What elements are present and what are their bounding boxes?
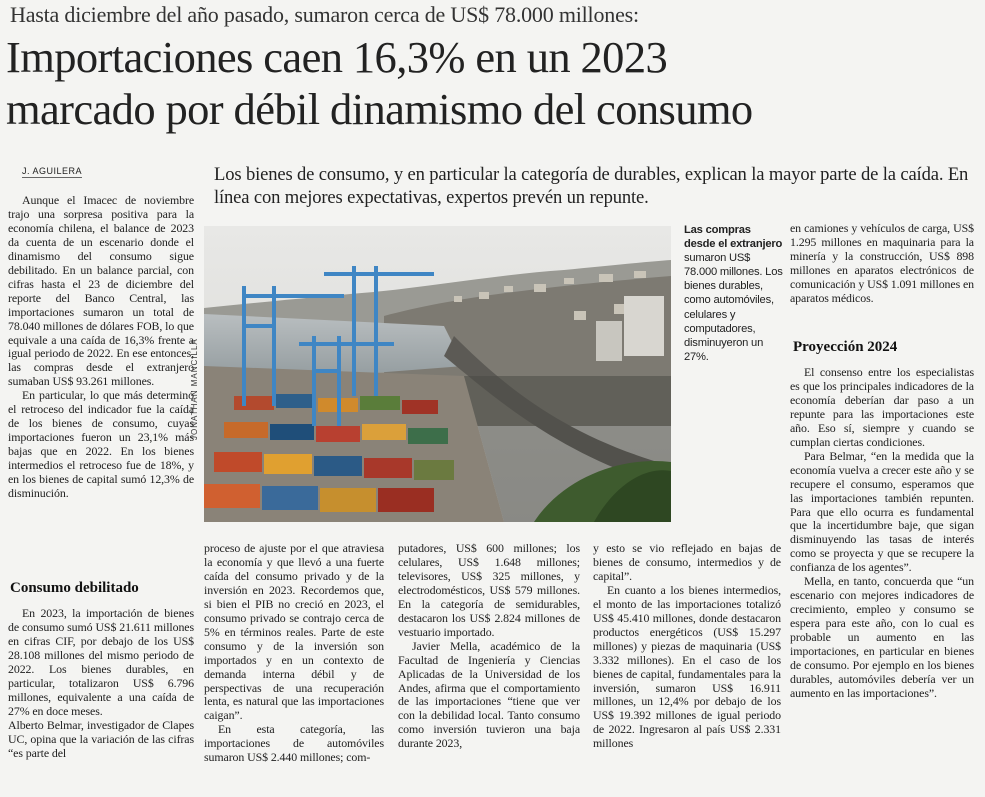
paragraph: y esto se vio reflejado en bajas de bienes de consumo, intermedios y de capital”. <box>593 541 781 583</box>
paragraph: Mella, en tanto, concuerda que “un escenario con mejores indicadores de crecimiento, empleo y consumo se espera para este año, con lo cual es probable un aumento en las importaciones, en particular en bienes de consumo. Por ejemplo en los bienes durables, automóviles debería ver un aumento en las importaciones”. <box>790 574 974 700</box>
column-4 <box>593 542 781 751</box>
paragraph: Para Belmar, “en la medida que la economía vuelva a crecer este año y se recupere el consumo, esperamos que las importaciones también repunten. Para que ello ocurra es fundamental que la incertidumbre baje, que sigan disminuyendo las tasas de interés como se proyecta y que se recupere la confianza de los agentes”. <box>790 448 974 575</box>
column-1 <box>8 194 194 501</box>
port-photo-image <box>204 226 671 522</box>
column-3 <box>398 542 580 751</box>
subhead-consumo-debilitado: Consumo debilitado <box>10 580 139 596</box>
paragraph: en camiones y vehículos de carga, US$ 1.295 millones en maquinaria para la minería y la construcción, US$ 898 millones en aparatos electrónicos de comunicación y US$ 1.091 millones en aparatos médicos. <box>790 221 974 305</box>
port-photo <box>204 226 671 522</box>
paragraph: En cuanto a los bienes intermedios, el monto de las importaciones totalizó US$ 45.410 millones, donde destacaron productos energéticos (US$ 15.297 millones) y piezas de maquinaria (US$ 3.332 millones). En el caso de los bienes de capital, fundamentales para la inversión, sumaron US$ 16.911 millones, un 12,4% por debajo de los US$ 19.392 millones de igual periodo de 2022. Ingresaron al país US$ 2.331 millones <box>593 582 781 751</box>
headline-line-2: marcado por débil dinamismo del consumo <box>6 84 753 134</box>
headline-line-1: Importaciones caen 16,3% en un 2023 <box>6 32 668 82</box>
paragraph: En esta categoría, las importaciones de automóviles sumaron US$ 2.440 millones; com- <box>204 722 384 765</box>
deck: Los bienes de consumo, y en particular la categoría de durables, explican la mayor parte de la caída. En línea con mejores expectativas, expertos prevén un repunte. <box>214 164 969 208</box>
paragraph: En 2023, la importación de bienes de consumo sumó US$ 21.611 millones en cifras CIF, por debajo de los US$ 28.108 millones del mismo periodo de 2022. Los bienes durables, en particular, totalizaron US$ 6.796 millones, equivalente a una caída de 27% en doce meses. <box>8 606 194 718</box>
paragraph: En particular, lo que más determinó el retroceso del indicador fue la caída de los bienes de consumo, cuyas importaciones fueron un 23,1% más bajas que en 2022. En los bienes intermedios el retroceso fue de 18%, y en los bienes de capital sumó 12,3% de disminución. <box>8 388 194 501</box>
paragraph: El consenso entre los especialistas es que los principales indicadores de la economía deberían dar paso a un repunte para las importaciones este año. Eso sí, siempre y cuando se cumplan ciertas condiciones. <box>790 365 974 449</box>
paragraph: putadores, US$ 600 millones; los celulares, US$ 1.648 millones; televisores, US$ 325 millones, y electrodomésticos, US$ 579 millones. En la categoría de semidurables, destacaron los US$ 2.824 millones de vestuario importado. <box>398 541 580 639</box>
column-5-continued <box>790 366 974 701</box>
kicker: Hasta diciembre del año pasado, sumaron cerca de US$ 78.000 millones: <box>10 2 639 27</box>
caption-title: Las compras desde el extranjero <box>684 224 783 251</box>
paragraph: proceso de ajuste por el que atraviesa la economía y que llevó a una fuerte caída del consumo privado y de la inversión en 2023. Recordemos que, si bien el PIB no creció en 2023, el consumo privado se contrajo cerca de 5% en términos reales. Parte de este consumo y de la inversión son importados y en un contexto de demanda interna débil y de perspectivas de una recuperación lenta, es natural que las importaciones caigan”. <box>204 541 384 723</box>
paragraph: Javier Mella, académico de la Facultad de Ingeniería y Ciencias Aplicadas de la Universidad de los Andes, afirma que el comportamiento de las importaciones “tiene que ver con la debilidad local. Tanto consumo como inversión tuvieron una baja durante 2023, <box>398 638 580 751</box>
photo-credit: JONATHAN MANCILLA <box>190 338 199 440</box>
column-1-continued <box>8 607 194 760</box>
paragraph: Alberto Belmar, investigador de Clapes UC, opina que la variación de las cifras “es parte del <box>8 717 194 760</box>
photo-caption <box>684 223 784 364</box>
column-5 <box>790 222 974 306</box>
paragraph: Aunque el Imacec de noviembre trajo una sorpresa positiva para la economía chilena, el balance de 2023 da cuenta de un escenario donde el dinamismo del consumo sigue debilitado. En un balance parcial, con cifras hasta el 23 de diciembre del reporte del Banco Central, las importaciones sumaron un total de 78.040 millones de dólares FOB, lo que equivale a una caída de 16,3% frente a igual periodo de 2022. En ese entonces, las compras desde el extranjero sumaban US$ 93.261 millones. <box>8 193 194 389</box>
byline: J. AGUILERA <box>22 166 83 176</box>
headline <box>6 31 981 135</box>
column-2 <box>204 542 384 765</box>
subhead-proyeccion-2024: Proyección 2024 <box>793 339 898 355</box>
caption-body: sumaron US$ 78.000 millones. Los bienes durables, como automóviles, celulares y computadores, disminuyeron un 27%. <box>684 252 783 363</box>
